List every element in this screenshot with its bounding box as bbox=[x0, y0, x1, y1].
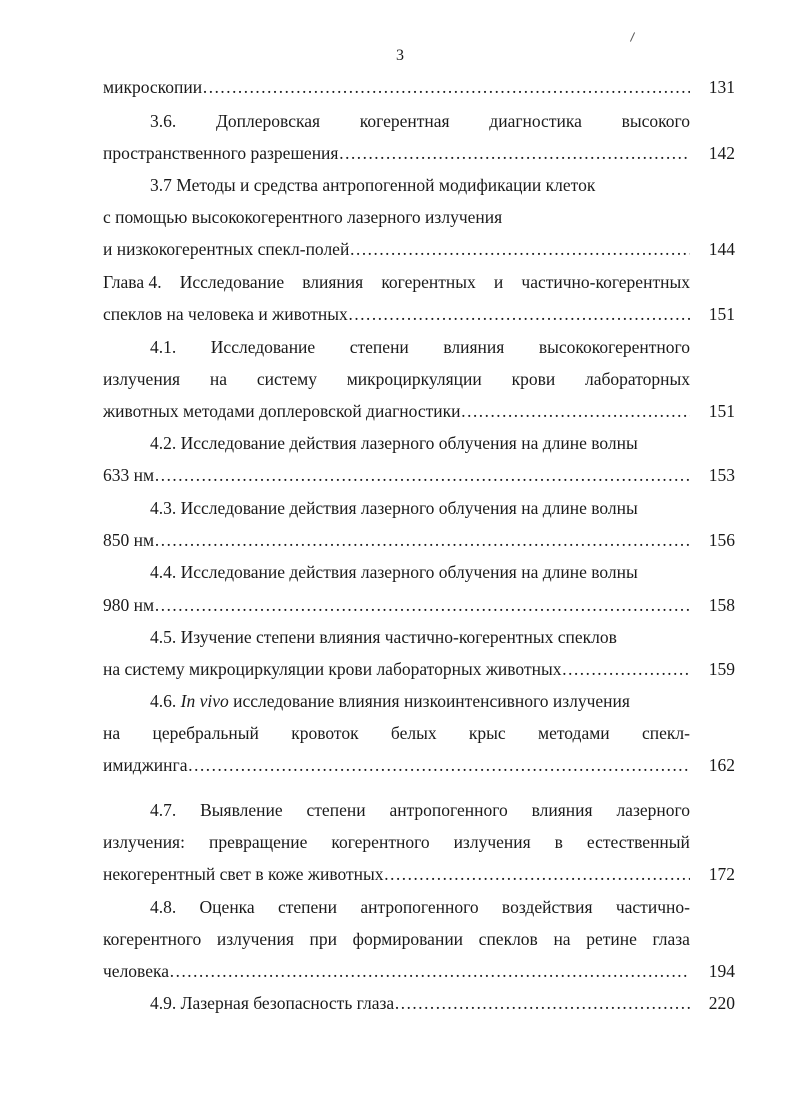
toc-entry-leader: пространственного разрешения ……………………………………………………………………………………………………………………………………………………… bbox=[103, 142, 690, 164]
toc-entry-leader: на систему микроциркуляции крови лабораторных животных ……………………………………………………………………………………………………………………………………………………… bbox=[103, 658, 690, 680]
toc-page-number: 142 bbox=[708, 143, 735, 163]
toc-entry-leader: человека ……………………………………………………………………………………………………………………………………………………… bbox=[103, 960, 690, 982]
page-number: 3 bbox=[396, 47, 404, 64]
toc-entry-leader: и низкокогерентных спекл-полей ……………………………………………………………………………………………………………………………………………………… bbox=[103, 238, 690, 260]
toc-entry-leader: 980 нм ……………………………………………………………………………………………………………………………………………………… bbox=[103, 594, 690, 616]
toc-entry-leader: спеклов на человека и животных ……………………………………………………………………………………………………………………………………………………… bbox=[103, 303, 690, 325]
toc-entry-4-8-cont: когерентного излучения при формировании спеклов на ретине глаза bbox=[103, 929, 690, 949]
toc-page-number: 144 bbox=[708, 239, 735, 259]
toc-entry-leader: 850 нм ……………………………………………………………………………………………………………………………………………………… bbox=[103, 529, 690, 551]
toc-entry-leader: имиджинга ……………………………………………………………………………………………………………………………………………………… bbox=[103, 754, 690, 776]
toc-page-number: 156 bbox=[708, 530, 735, 550]
toc-entry-4-9: 4.9. Лазерная безопасность глаза ……………………………………………………………………………………………………………………………………………………… bbox=[150, 992, 690, 1014]
toc-page-number: 172 bbox=[708, 864, 735, 884]
toc-page-number: 220 bbox=[708, 993, 735, 1013]
toc-entry-4-8: 4.8. Оценка степени антропогенного воздействия частично- bbox=[150, 897, 690, 917]
toc-page-number: 151 bbox=[708, 304, 735, 324]
toc-entry-4-3: 4.3. Исследование действия лазерного облучения на длине волны bbox=[150, 498, 638, 518]
toc-entry-4-7-cont: излучения: превращение когерентного излучения в естественный bbox=[103, 832, 690, 852]
toc-page-number: 151 bbox=[708, 401, 735, 421]
toc-entry-4-1-cont: излучения на систему микроциркуляции крови лабораторных bbox=[103, 369, 690, 389]
toc-page-number: 159 bbox=[708, 659, 735, 679]
toc-entry-4-4: 4.4. Исследование действия лазерного облучения на длине волны bbox=[150, 562, 638, 582]
toc-entry-3-6: 3.6. Доплеровская когерентная диагностика высокого bbox=[150, 111, 690, 131]
toc-entry-4-5: 4.5. Изучение степени влияния частично-когерентных спеклов bbox=[150, 627, 617, 647]
toc-entry-leader: 633 нм ……………………………………………………………………………………………………………………………………………………… bbox=[103, 464, 690, 486]
toc-entry-4-1: 4.1. Исследование степени влияния высококогерентного bbox=[150, 337, 690, 357]
corner-mark bbox=[630, 32, 635, 41]
toc-page-number: 131 bbox=[708, 77, 735, 97]
toc-entry-leader: животных методами доплеровской диагностики ……………………………………………………………………………………………………………………………………………………… bbox=[103, 400, 690, 422]
toc-entry-4-6: 4.6. In vivo исследование влияния низкоинтенсивного излучения bbox=[150, 691, 630, 711]
toc-page-number: 194 bbox=[708, 961, 735, 981]
toc-entry-4-2: 4.2. Исследование действия лазерного облучения на длине волны bbox=[150, 433, 638, 453]
toc-entry-3-7: 3.7 Методы и средства антропогенной модификации клеток bbox=[150, 175, 596, 195]
toc-entry-4-6-cont: на церебральный кровоток белых крыс методами спекл- bbox=[103, 723, 690, 743]
toc-entry-3-7-cont: с помощью высококогерентного лазерного излучения bbox=[103, 207, 503, 227]
toc-entry-leader: микроскопии ……………………………………………………………………………………………………………………………………………………… bbox=[103, 76, 690, 98]
toc-page-number: 153 bbox=[708, 465, 735, 485]
toc-page-number: 158 bbox=[708, 595, 735, 615]
toc-entry-leader: некогерентный свет в коже животных ……………………………………………………………………………………………………………………………………………………… bbox=[103, 863, 690, 885]
toc-page-number: 162 bbox=[708, 755, 735, 775]
toc-chapter-4: Глава 4. Исследование влияния когерентных и частично-когерентных bbox=[103, 272, 690, 292]
toc-entry-4-7: 4.7. Выявление степени антропогенного влияния лазерного bbox=[150, 800, 690, 820]
